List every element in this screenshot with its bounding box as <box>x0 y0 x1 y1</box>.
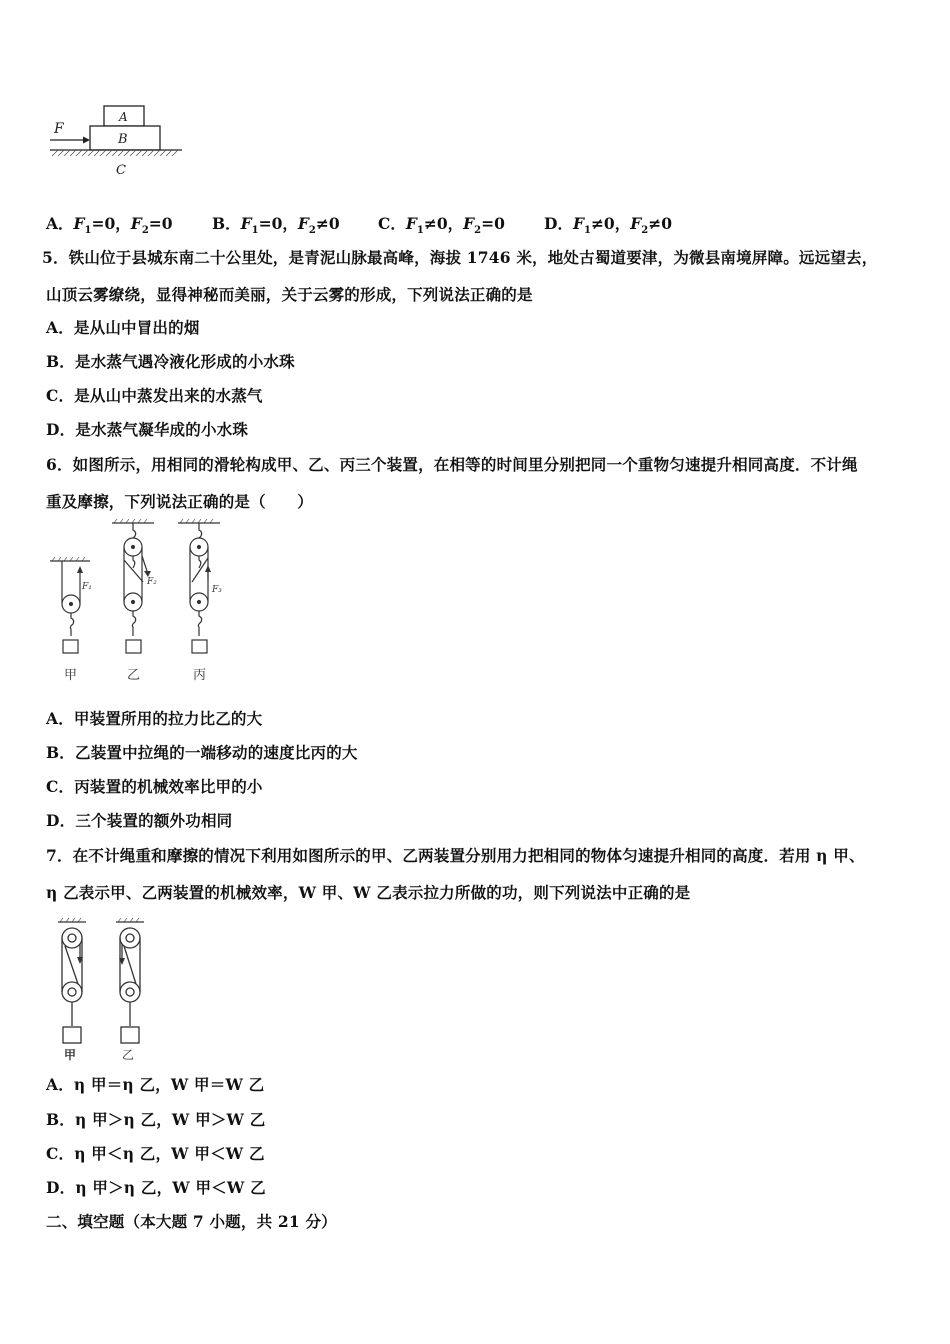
q4-option-d[interactable]: D．$F_1\ne 0$，$F_2\ne 0$ <box>544 214 672 237</box>
section-2-title: 二、填空题（本大题 7 小题，共 21 分） <box>46 1212 337 1231</box>
q6-force-2: F₂ <box>147 577 157 587</box>
block-a-label: A <box>119 110 128 124</box>
force-label: F <box>54 121 64 137</box>
q5-option-d[interactable]: D．是水蒸气凝华成的小水珠 <box>46 420 249 439</box>
q6-option-d[interactable]: D．三个装置的额外功相同 <box>46 811 233 830</box>
q7-option-d[interactable]: D．η 甲＞η 乙，W 甲＜W 乙 <box>46 1178 266 1197</box>
q7-option-a[interactable]: A．η 甲＝η 乙，W 甲＝W 乙 <box>46 1075 265 1094</box>
q5-stem-line1: 5．铁山位于县城东南二十公里处，是青泥山脉最高峰，海拔 1746 米，地处古蜀道要津，为微县南境屏障。远远望去， <box>42 248 878 267</box>
q4-option-a[interactable]: A．$F_1=0$，$F_2=0$ <box>46 214 173 237</box>
q6-option-b[interactable]: B．乙装置中拉绳的一端移动的速度比丙的大 <box>46 743 358 762</box>
q7-figure <box>50 914 160 1064</box>
block-b-label: B <box>118 132 128 147</box>
q6-option-a[interactable]: A．甲装置所用的拉力比乙的大 <box>46 709 263 728</box>
q7-label-jia: 甲 <box>64 1048 77 1062</box>
q4-option-b[interactable]: B．$F_1=0$，$F_2\ne 0$ <box>212 214 340 237</box>
q4-options <box>46 212 710 236</box>
ground-label: C <box>116 163 126 178</box>
q5-option-a[interactable]: A．是从山中冒出的烟 <box>46 318 200 337</box>
q4-option-c[interactable]: C．$F_1\ne 0$，$F_2=0$ <box>378 214 505 237</box>
q7-stem-line1: 7．在不计绳重和摩擦的情况下利用如图所示的甲、乙两装置分别用力把相同的物体匀速提升相同的高度．若用 η 甲、 <box>46 846 865 865</box>
q6-force-3: F₃ <box>212 585 222 595</box>
q4-figure <box>44 100 189 180</box>
q7-option-c[interactable]: C．η 甲＜η 乙，W 甲＜W 乙 <box>46 1144 265 1163</box>
q5-option-c[interactable]: C．是从山中蒸发出来的水蒸气 <box>46 386 263 405</box>
q5-option-b[interactable]: B．是水蒸气遇冷液化形成的小水珠 <box>46 352 295 371</box>
q6-force-1: F₁ <box>82 582 92 592</box>
q6-label-bing: 丙 <box>193 668 207 683</box>
q6-label-yi: 乙 <box>127 668 141 683</box>
q6-stem-line2: 重及摩擦，下列说法正确的是（ ） <box>46 492 313 511</box>
q6-option-c[interactable]: C．丙装置的机械效率比甲的小 <box>46 777 263 796</box>
q7-stem-line2: η 乙表示甲、乙两装置的机械效率，W 甲、W 乙表示拉力所做的功，则下列说法中正确的是 <box>46 883 691 902</box>
q6-label-jia: 甲 <box>64 668 78 683</box>
q6-stem-line1: 6．如图所示，用相同的滑轮构成甲、乙、丙三个装置，在相等的时间里分别把同一个重物匀速提升相同高度．不计绳 <box>46 455 858 474</box>
q5-stem-line2: 山顶云雾缭绕，显得神秘而美丽，关于云雾的形成，下列说法正确的是 <box>46 285 533 304</box>
q7-option-b[interactable]: B．η 甲＞η 乙，W 甲＞W 乙 <box>46 1110 266 1129</box>
q6-figure <box>44 516 244 686</box>
q7-label-yi: 乙 <box>122 1048 135 1062</box>
